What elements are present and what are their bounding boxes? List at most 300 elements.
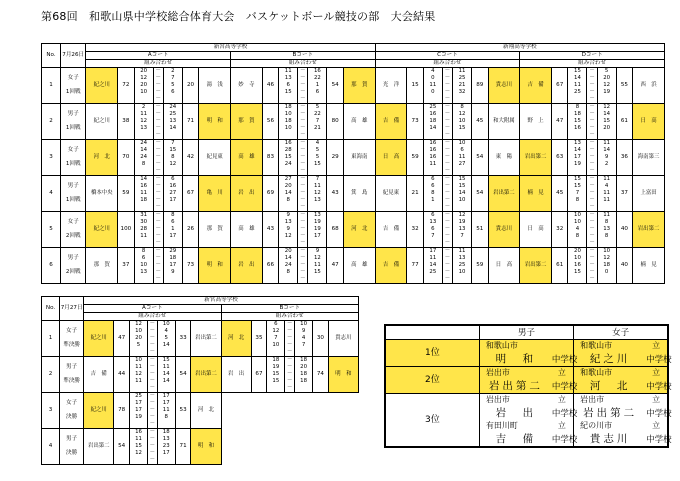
dash: － [444, 183, 451, 189]
team-right: 箕 島 [343, 176, 375, 212]
team-left: 那 賀 [231, 104, 263, 140]
court-header: Bコート [231, 52, 376, 60]
quarter-score: 7 [301, 342, 306, 348]
dash: － [444, 197, 451, 203]
quarter-score: 10 [284, 111, 292, 117]
dash: － [589, 204, 595, 210]
dash: － [155, 276, 161, 282]
dash: － [589, 118, 595, 124]
dash: － [149, 457, 156, 463]
gender-label: 女子 [67, 219, 79, 225]
quarter-score: 8 [575, 104, 580, 110]
quarter-scores-left [134, 212, 153, 248]
quarter-score: 15 [574, 269, 581, 275]
quarter-score: 11 [574, 82, 581, 88]
score-left: 21 [407, 176, 423, 212]
matchup-subheader: 組み合わせ [375, 60, 520, 68]
venue-header: 新宮高等学校 [84, 297, 359, 305]
dash: － [300, 104, 306, 110]
dash: － [300, 269, 306, 275]
quarter-score: 7 [171, 140, 175, 146]
quarter-score: 5 [171, 82, 175, 88]
score-left: 59 [407, 140, 423, 176]
score-left: 37 [118, 248, 134, 284]
quarter-score: 6 [460, 147, 464, 153]
quarter-dashes [148, 429, 158, 465]
score-right: 54 [175, 357, 191, 393]
dash: － [155, 197, 161, 203]
school-city [574, 340, 667, 352]
score-left: 63 [551, 140, 567, 176]
quarter-score: 1 [315, 82, 320, 88]
court-header: Aコート [84, 305, 221, 313]
dash: － [300, 89, 306, 95]
quarter-score: 13 [140, 269, 148, 275]
quarter-score: 9 [315, 248, 320, 254]
team-right: 明 和 [328, 357, 358, 393]
dash: － [287, 364, 293, 370]
team-right: 明 和 [199, 104, 231, 140]
quarter-score: 14 [140, 147, 148, 153]
quarter-score: 6 [274, 321, 278, 327]
dash: － [155, 82, 161, 88]
empty-cell [295, 393, 313, 429]
round-label: 決勝 [66, 414, 78, 420]
team-right: 明 和 [199, 248, 231, 284]
school-name: 岩 出 [495, 407, 537, 419]
quarter-score: 1 [431, 197, 435, 203]
quarter-score: 14 [603, 147, 611, 153]
quarter-score: 12 [458, 212, 466, 218]
quarter-score: 20 [603, 125, 611, 131]
city-suffix: 立 [652, 341, 661, 350]
quarter-score: 12 [135, 371, 142, 377]
team-right: 和大附属 [488, 104, 520, 140]
game-row [42, 140, 665, 176]
city-name: 岩出市 [485, 368, 510, 377]
quarter-score: 12 [603, 104, 611, 110]
dash: － [444, 82, 451, 88]
quarter-dashes [285, 357, 295, 393]
quarter-score: 15 [458, 176, 466, 182]
quarter-score: 15 [284, 89, 292, 95]
no-header: No. [42, 297, 60, 321]
dash: － [149, 393, 156, 399]
results-cell [574, 367, 672, 394]
quarter-score: 12 [272, 328, 280, 334]
quarter-score: 10 [458, 197, 466, 203]
quarter-scores-left [267, 321, 285, 357]
quarter-scores-left [423, 212, 442, 248]
dash: － [589, 226, 595, 232]
dash: － [589, 190, 595, 196]
game-row [42, 176, 665, 212]
results-cell [479, 367, 578, 394]
team-right: 西 浜 [633, 68, 665, 104]
quarter-score: 11 [458, 68, 466, 74]
team-left: 岩出第二 [520, 248, 552, 284]
round-label: 1回戦 [65, 125, 81, 131]
game-row [42, 429, 359, 465]
quarter-score: 15 [574, 183, 581, 189]
matchup-subheader: 組み合わせ [84, 313, 221, 321]
dash: － [444, 140, 451, 146]
quarter-score: 14 [603, 111, 611, 117]
quarter-scores-right [163, 104, 182, 140]
team-left: 紀之川 [84, 321, 114, 357]
quarter-score: 11 [135, 378, 142, 384]
quarter-score: 16 [135, 429, 142, 435]
score-right: 33 [175, 321, 191, 357]
dash: － [444, 104, 451, 110]
quarter-score: 16 [313, 68, 321, 74]
quarter-score: 12 [140, 75, 148, 81]
score-right: 47 [327, 248, 343, 284]
round-label: 準決勝 [63, 342, 81, 348]
quarter-score: 25 [429, 104, 437, 110]
score-right: 55 [616, 68, 632, 104]
school-suffix: 中学校 [551, 355, 578, 365]
quarter-score: 11 [603, 190, 611, 196]
score-right: 36 [616, 140, 632, 176]
dash: － [149, 342, 156, 348]
quarter-score: 15 [574, 176, 581, 182]
team-right: 楠 見 [633, 248, 665, 284]
dash: － [300, 132, 306, 138]
score-right: 45 [472, 104, 488, 140]
quarter-dashes [442, 104, 452, 140]
spacer [60, 335, 83, 342]
gender-label: 女子 [67, 75, 79, 81]
quarter-score: 6 [431, 176, 435, 182]
quarter-dashes [298, 212, 308, 248]
team-left: 紀見東 [375, 176, 407, 212]
empty-cell [251, 429, 267, 465]
team-left: 岩 出 [231, 248, 263, 284]
quarter-score: 8 [141, 248, 146, 254]
quarter-score: 11 [458, 154, 466, 160]
row-meta [60, 429, 84, 465]
quarter-score: 20 [140, 82, 148, 88]
spacer [61, 226, 85, 233]
quarter-scores-right [453, 248, 472, 284]
date-header: 7月26日 [61, 44, 86, 68]
quarter-score: 10 [603, 248, 611, 254]
school-name: 明 和 [495, 353, 537, 365]
city-suffix: 立 [557, 395, 566, 404]
score-right: 89 [472, 68, 488, 104]
dash: － [149, 378, 156, 384]
dash: － [155, 176, 161, 182]
dash: － [149, 357, 156, 363]
row-number: 1 [42, 68, 61, 104]
dash: － [444, 190, 451, 196]
dash: － [149, 321, 156, 327]
day2-bracket-table [41, 296, 359, 465]
score-left: 69 [262, 176, 278, 212]
quarter-score: 9 [286, 226, 290, 232]
score-left: 15 [407, 68, 423, 104]
quarter-score: 27 [458, 161, 466, 167]
dash: － [287, 335, 293, 341]
team-right: 貴志川 [488, 68, 520, 104]
quarter-score: 13 [140, 125, 148, 131]
quarter-score: 31 [140, 212, 148, 218]
quarter-scores-right [295, 321, 313, 357]
quarter-score: 7 [460, 233, 464, 239]
quarter-scores-left [568, 248, 587, 284]
quarter-score: 14 [574, 147, 581, 153]
score-left: 44 [114, 357, 130, 393]
score-right: 68 [327, 212, 343, 248]
school-name: 河 北 [589, 380, 631, 392]
quarter-score: 24 [284, 262, 292, 268]
dash: － [589, 82, 595, 88]
quarter-score: 8 [431, 190, 435, 196]
quarter-score: 32 [458, 89, 466, 95]
dash: － [444, 111, 451, 117]
quarter-score: 16 [574, 125, 581, 131]
dash: － [444, 132, 451, 138]
quarter-score: 25 [429, 269, 437, 275]
quarter-score: 25 [458, 75, 466, 81]
row-meta [61, 68, 86, 104]
dash: － [300, 154, 306, 160]
dash: － [155, 118, 161, 124]
dash: － [300, 82, 306, 88]
empty-cell [267, 429, 285, 465]
quarter-score: 17 [429, 248, 437, 254]
quarter-score: 10 [300, 321, 307, 327]
dash: － [149, 436, 156, 442]
quarter-scores-left [423, 176, 442, 212]
quarter-scores-left [134, 176, 153, 212]
dash: － [589, 197, 595, 203]
dash: － [155, 248, 161, 254]
dash: － [155, 240, 161, 246]
quarter-scores-right [597, 212, 616, 248]
quarter-score: 18 [574, 111, 581, 117]
quarter-score: 17 [135, 407, 142, 413]
quarter-score: 14 [162, 378, 170, 384]
dash: － [589, 89, 595, 95]
quarter-score: 12 [603, 255, 611, 261]
school-suffix: 中学校 [551, 382, 578, 392]
quarter-score: 12 [313, 255, 321, 261]
quarter-score: 8 [171, 212, 175, 218]
dash: － [444, 262, 451, 268]
team-left: 吉 備 [520, 68, 552, 104]
quarter-score: 11 [429, 82, 437, 88]
team-right: 上富田 [633, 176, 665, 212]
score-left: 59 [118, 176, 134, 212]
quarter-score: 18 [284, 104, 292, 110]
dash: － [149, 385, 156, 391]
quarter-scores-right [163, 140, 182, 176]
quarter-score: 6 [141, 255, 146, 261]
quarter-score: 20 [574, 248, 581, 254]
city-suffix: 立 [652, 395, 661, 404]
city-suffix: 立 [652, 368, 661, 377]
dash: － [300, 190, 306, 196]
quarter-score: 10 [135, 357, 142, 363]
city-suffix: 立 [557, 368, 566, 377]
quarter-score: 14 [574, 75, 581, 81]
dash: － [300, 118, 306, 124]
school-suffix: 中学校 [646, 435, 672, 445]
dash: － [444, 248, 451, 254]
quarter-score: 6 [431, 212, 435, 218]
quarter-score: 10 [574, 219, 581, 225]
quarter-scores-left [134, 140, 153, 176]
quarter-dashes [587, 248, 597, 284]
score-right: 54 [472, 176, 488, 212]
quarter-score: 12 [284, 233, 292, 239]
quarter-score: 15 [313, 161, 321, 167]
quarter-score: 18 [162, 429, 170, 435]
spacer [61, 190, 85, 197]
quarter-score: 14 [162, 342, 170, 348]
quarter-scores-left [129, 357, 147, 393]
empty-cell [313, 393, 329, 429]
quarter-scores-left [134, 68, 153, 104]
dash: － [444, 161, 451, 167]
dash: － [155, 75, 161, 81]
quarter-scores-left [568, 176, 587, 212]
team-right: 岩出第二 [191, 357, 221, 393]
quarter-score: 8 [286, 197, 290, 203]
dash: － [589, 125, 595, 131]
quarter-score: 12 [458, 111, 466, 117]
city-name: 有田川町 [485, 421, 518, 430]
quarter-scores-right [308, 248, 327, 284]
dash: － [444, 168, 451, 174]
quarter-score: 5 [604, 68, 609, 74]
quarter-score: 11 [429, 255, 437, 261]
quarter-score: 20 [135, 335, 142, 341]
score-right: 37 [616, 176, 632, 212]
score-right: 26 [182, 212, 198, 248]
score-left: 47 [551, 104, 567, 140]
score-right: 53 [175, 393, 191, 429]
city-name: 岩出市 [580, 395, 605, 404]
quarter-scores-left [129, 429, 147, 465]
quarter-dashes [442, 140, 452, 176]
team-right: 明 和 [191, 429, 221, 465]
quarter-score: 20 [140, 68, 148, 74]
quarter-score: 18 [300, 371, 307, 377]
dash: － [300, 204, 306, 210]
quarter-scores-left [134, 248, 153, 284]
school-line [480, 432, 578, 446]
spacer [60, 371, 83, 378]
quarter-dashes [298, 140, 308, 176]
empty-cell [328, 429, 358, 465]
dash: － [300, 197, 306, 203]
round-label: 2回戦 [65, 233, 81, 239]
team-left: 野 上 [520, 104, 552, 140]
spacer [60, 407, 83, 414]
dash: － [155, 89, 161, 95]
quarter-score: 13 [284, 219, 292, 225]
empty-cell [221, 393, 251, 429]
date-header: 7月27日 [60, 297, 84, 321]
quarter-scores-right [308, 68, 327, 104]
quarter-score: 4 [315, 140, 320, 146]
school-city [480, 394, 573, 406]
quarter-score: 28 [140, 226, 148, 232]
quarter-scores-left [279, 140, 298, 176]
quarter-score: 18 [272, 357, 280, 363]
quarter-score: 17 [162, 393, 170, 399]
quarter-score: 4 [575, 226, 580, 232]
dash: － [300, 111, 306, 117]
school-suffix: 中学校 [646, 409, 672, 419]
gender-label: 女子 [67, 147, 79, 153]
round-label: 決勝 [66, 450, 78, 456]
team-left: 岩出第二 [84, 429, 114, 465]
dash: － [444, 269, 451, 275]
game-row [42, 212, 665, 248]
quarter-score: 18 [429, 118, 437, 124]
quarter-score: 15 [458, 125, 466, 131]
score-right: 54 [472, 140, 488, 176]
quarter-score: 13 [574, 140, 581, 146]
quarter-scores-right [597, 248, 616, 284]
dash: － [300, 75, 306, 81]
team-right: 海南第三 [633, 140, 665, 176]
team-left: 岩出第二 [520, 140, 552, 176]
quarter-scores-left [279, 68, 298, 104]
score-left: 56 [262, 104, 278, 140]
dash: － [149, 443, 156, 449]
quarter-score: 10 [140, 262, 148, 268]
quarter-scores-left [423, 248, 442, 284]
city-suffix: 立 [557, 421, 566, 430]
team-left: 楠 見 [520, 176, 552, 212]
dash: － [589, 140, 595, 146]
quarter-score: 22 [313, 75, 321, 81]
score-left: 67 [551, 68, 567, 104]
quarter-score: 4 [604, 183, 609, 189]
quarter-score: 16 [429, 111, 437, 117]
dash: － [149, 371, 156, 377]
quarter-score: 12 [603, 82, 611, 88]
quarter-score: 11 [135, 436, 142, 442]
quarter-score: 5 [315, 147, 320, 153]
team-right: 岩出第二 [488, 176, 520, 212]
school-line [574, 406, 672, 420]
quarter-score: 16 [429, 154, 437, 160]
dash: － [300, 262, 306, 268]
gender-label: 男子 [66, 436, 78, 442]
score-left: 45 [551, 176, 567, 212]
score-right: 40 [616, 248, 632, 284]
score-left: 67 [251, 357, 267, 393]
empty-cell [221, 429, 251, 465]
score-right: 71 [182, 104, 198, 140]
quarter-score: 10 [458, 140, 466, 146]
dash: － [300, 219, 306, 225]
quarter-score: 28 [284, 147, 292, 153]
quarter-score: 20 [300, 364, 307, 370]
quarter-scores-right [597, 68, 616, 104]
dash: － [155, 104, 161, 110]
quarter-score: 18 [300, 378, 307, 384]
row-number: 5 [42, 212, 61, 248]
dash: － [155, 204, 161, 210]
quarter-score: 15 [162, 357, 170, 363]
